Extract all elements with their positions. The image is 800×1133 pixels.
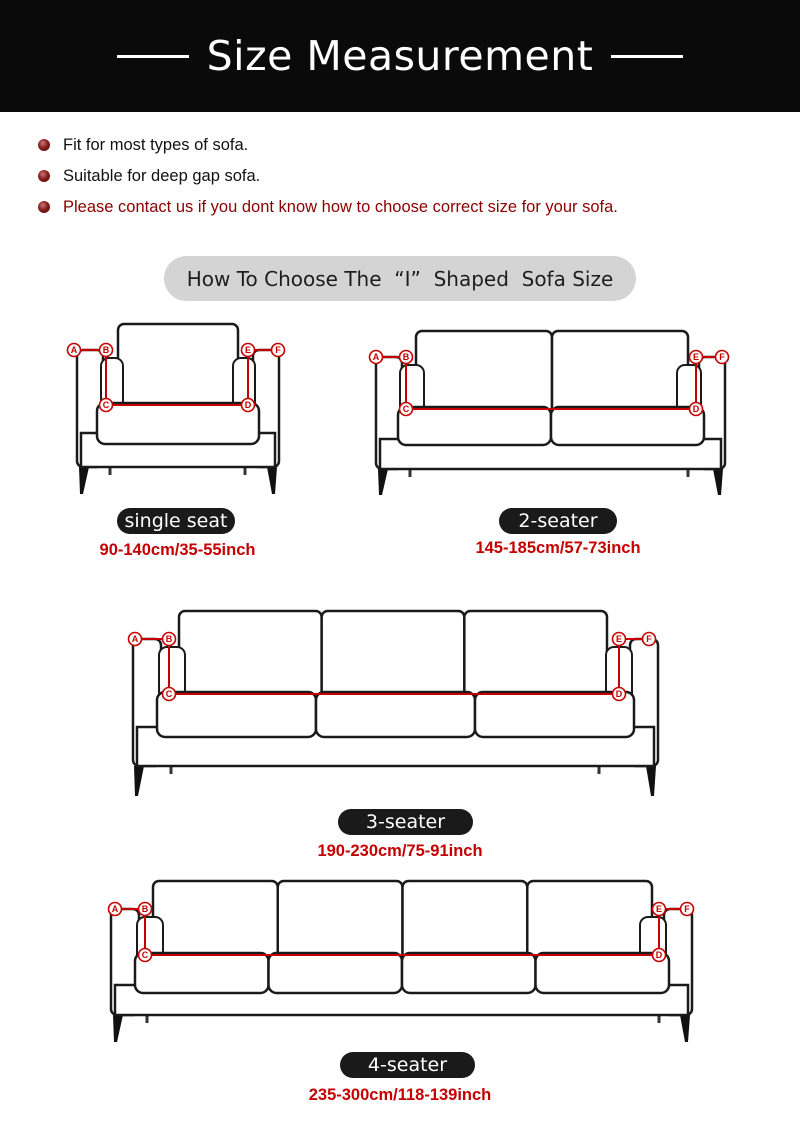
- measure-marker-label: B: [165, 634, 173, 645]
- measure-marker-label: E: [615, 634, 623, 645]
- sofa-label: 4-seater: [340, 1052, 475, 1078]
- sofa-seat-cushion: [316, 692, 475, 737]
- measure-marker-label: A: [70, 345, 78, 356]
- measure-marker-label: C: [165, 689, 173, 700]
- header-rule-right: [611, 55, 683, 58]
- guide-title: How To Choose The “I” Shaped Sofa Size: [164, 256, 636, 301]
- sofa-seat-cushion: [551, 407, 704, 445]
- sofa-leg: [134, 766, 144, 796]
- measure-marker-label: B: [102, 345, 110, 356]
- tip-item: [38, 132, 618, 163]
- measure-marker-label: C: [102, 400, 110, 411]
- tip-text: Suitable for deep gap sofa.: [63, 167, 261, 185]
- sofa-leg: [680, 1015, 690, 1042]
- header-banner: [0, 0, 800, 112]
- measure-marker-label: B: [141, 904, 149, 915]
- header-rule-left: [117, 55, 189, 58]
- sofa-back-cushion: [464, 611, 607, 700]
- sofa-size: 190-230cm/75-91inch: [317, 842, 483, 860]
- measure-marker-label: D: [615, 689, 623, 700]
- bullet-icon: [38, 170, 50, 182]
- measure-marker-label: E: [655, 904, 663, 915]
- sofa-seat-cushion: [536, 953, 670, 993]
- sofa-leg: [267, 467, 277, 494]
- measure-marker-label: D: [655, 950, 663, 961]
- sofa-label: 2-seater: [499, 508, 617, 534]
- sofa-back-cushion: [322, 611, 465, 700]
- sofa-seat-cushion: [269, 953, 403, 993]
- tip-text: Fit for most types of sofa.: [63, 136, 249, 154]
- measure-marker-label: F: [646, 634, 652, 645]
- measure-marker-label: A: [372, 352, 380, 363]
- measure-marker-label: F: [275, 345, 281, 356]
- sofa-diagram-2-seater: [362, 327, 737, 499]
- sofa-diagram-single-seat: [60, 318, 295, 500]
- sofa-leg: [713, 469, 723, 495]
- sofa-diagram-4-seater: [103, 877, 703, 1045]
- sofa-back-cushion: [552, 331, 688, 415]
- sofa-seat-cushion: [475, 692, 634, 737]
- tip-text: Please contact us if you dont know how to choose correct size for your sofa.: [63, 198, 618, 216]
- sofa-back-cushion: [179, 611, 322, 700]
- sofa-label: single seat: [117, 508, 235, 534]
- sofa-seat-cushion: [157, 692, 316, 737]
- sofa-back-cushion: [403, 881, 528, 961]
- sofa-leg: [79, 467, 89, 494]
- measure-marker-label: A: [111, 904, 119, 915]
- sofa-label: 3-seater: [338, 809, 473, 835]
- measure-marker-label: E: [692, 352, 700, 363]
- sofa-diagram-3-seater: [123, 607, 668, 799]
- sofa-size: 145-185cm/57-73inch: [475, 539, 641, 557]
- page-title: Size Measurement: [206, 32, 594, 80]
- measure-marker-label: D: [692, 404, 700, 415]
- tip-item: [38, 194, 618, 225]
- measure-marker-label: C: [141, 950, 149, 961]
- sofa-leg: [113, 1015, 123, 1042]
- sofa-size: 235-300cm/118-139inch: [308, 1086, 492, 1104]
- tip-item: [38, 163, 618, 194]
- sofa-back-cushion: [118, 324, 238, 411]
- sofa-back-cushion: [153, 881, 278, 961]
- sofa-seat-cushion: [135, 953, 269, 993]
- sofa-seat-cushion: [402, 953, 536, 993]
- sofa-seat-cushion: [97, 403, 259, 444]
- bullet-icon: [38, 139, 50, 151]
- sofa-back-cushion: [278, 881, 403, 961]
- measure-marker-label: D: [244, 400, 252, 411]
- bullet-icon: [38, 201, 50, 213]
- tips-list: [38, 132, 618, 225]
- measure-marker-label: C: [402, 404, 410, 415]
- sofa-size: 90-140cm/35-55inch: [99, 541, 256, 559]
- sofa-back-cushion: [527, 881, 652, 961]
- sofa-back-cushion: [416, 331, 552, 415]
- measure-marker-label: A: [131, 634, 139, 645]
- measure-marker-label: F: [684, 904, 690, 915]
- measure-marker-label: B: [402, 352, 410, 363]
- measure-marker-label: F: [719, 352, 725, 363]
- sofa-seat-cushion: [398, 407, 551, 445]
- measure-marker-label: E: [244, 345, 252, 356]
- sofa-leg: [378, 469, 388, 495]
- sofa-leg: [646, 766, 656, 796]
